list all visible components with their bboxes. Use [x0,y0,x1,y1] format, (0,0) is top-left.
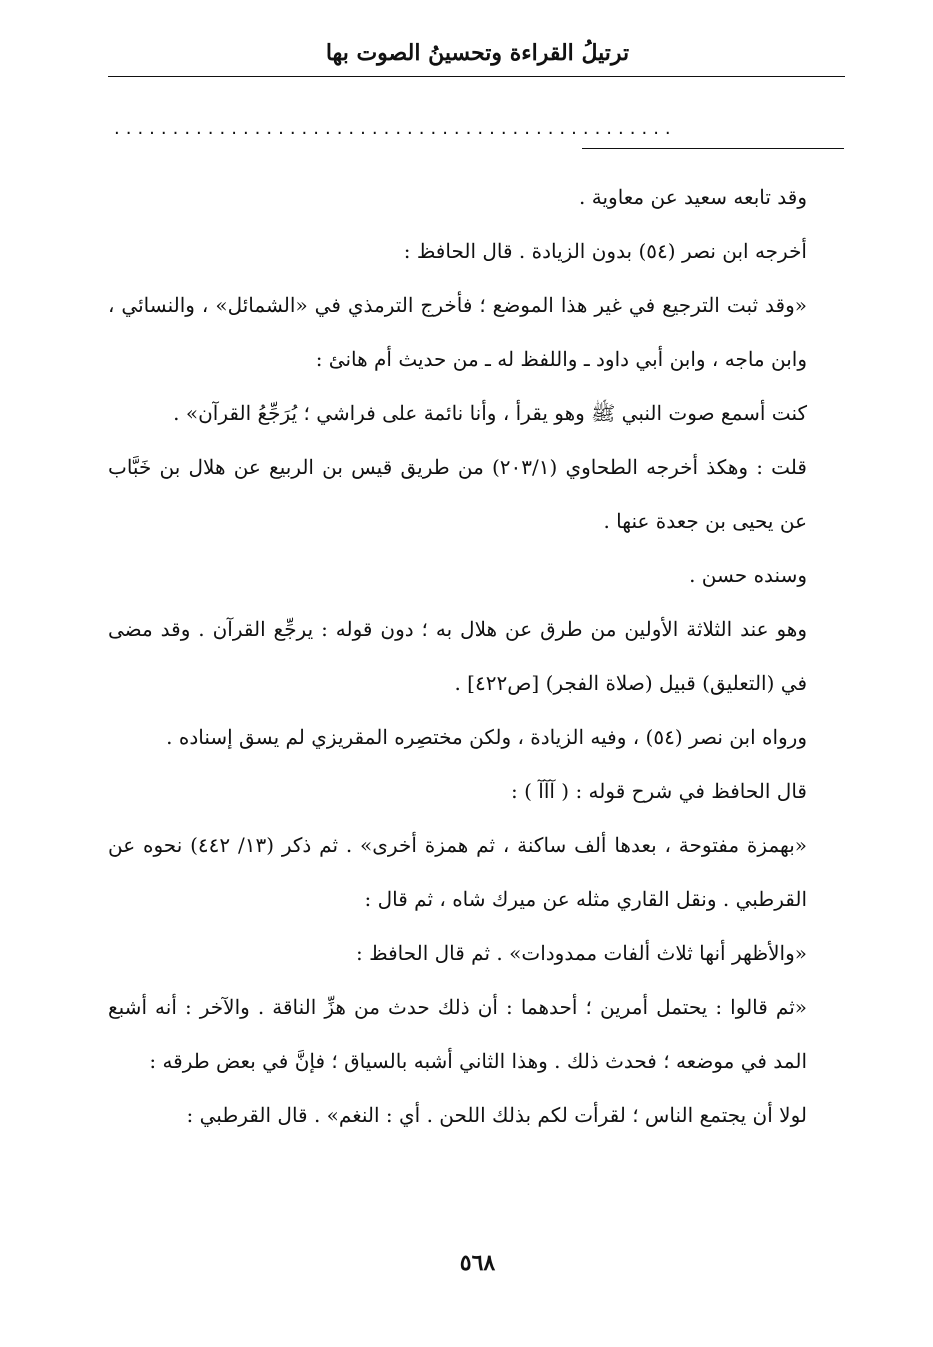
page-body [108,170,845,1142]
paragraph: «والأظهر أنها ثلاث ألفات ممدودات» . ثم قال الحافظ : [355,941,807,965]
paragraph: قال الحافظ في شرح قوله : ( آآآ ) : [511,779,807,803]
header-rule [108,76,845,77]
footnote-rule [582,148,844,149]
paragraph: وقد تابعه سعيد عن معاوية . [579,185,807,209]
paragraph: قلت : وهكذ أخرجه الطحاوي (٢٠٣/١) من طريق قيس بن الربيع عن هلال بن خَبَّاب عن يحيى بن جعدة عنها . [108,455,807,533]
paragraph: وسنده حسن . [689,563,807,587]
dotted-separator: ................................................ [114,118,677,139]
paragraph: أخرجه ابن نصر (٥٤) بدون الزيادة . قال الحافظ : [403,239,807,263]
paragraph: وهو عند الثلاثة الأولين من طرق عن هلال به ؛ دون قوله : يرجِّع القرآن . وقد مضى في (التعليق) قبيل (صلاة الفجر) [ص٤٢٢] . [108,617,807,695]
paragraph: لولا أن يجتمع الناس ؛ لقرأت لكم بذلك اللحن . أي : النغم» . قال القرطبي : [186,1103,807,1127]
paragraph: «وقد ثبت الترجيع في غير هذا الموضع ؛ فأخرج الترمذي في «الشمائل» ، والنسائي ، وابن ماجه ، وابن أبي داود ـ واللفظ له ـ من حديث أم هانئ : [108,293,807,371]
paragraph: ورواه ابن نصر (٥٤) ، وفيه الزيادة ، ولكن مختصِره المقريزي لم يسق إسناده . [166,725,807,749]
running-header-title: ترتيلُ القراءة وتحسينُ الصوت بها [325,40,630,66]
paragraph: «ثم قالوا : يحتمل أمرين ؛ أحدهما : أن ذلك حدث من هزِّ الناقة . والآخر : أنه أشبع المد في موضعه ؛ فحدث ذلك . وهذا الثاني أشبه بالسياق ؛ فإنَّ في بعض طرقه : [108,995,808,1073]
paragraph: «بهمزة مفتوحة ، بعدها ألف ساكنة ، ثم همزة أخرى» . ثم ذكر (١٣/ ٤٤٢) نحوه عن القرطبي . ونقل القاري مثله عن ميرك شاه ، ثم قال : [108,833,807,911]
paragraph: كنت أسمع صوت النبي ﷺ وهو يقرأ ، وأنا نائمة على فراشي ؛ يُرَجِّعُ القرآن» . [173,401,807,425]
page-number: ٥٦٨ [459,1250,496,1276]
